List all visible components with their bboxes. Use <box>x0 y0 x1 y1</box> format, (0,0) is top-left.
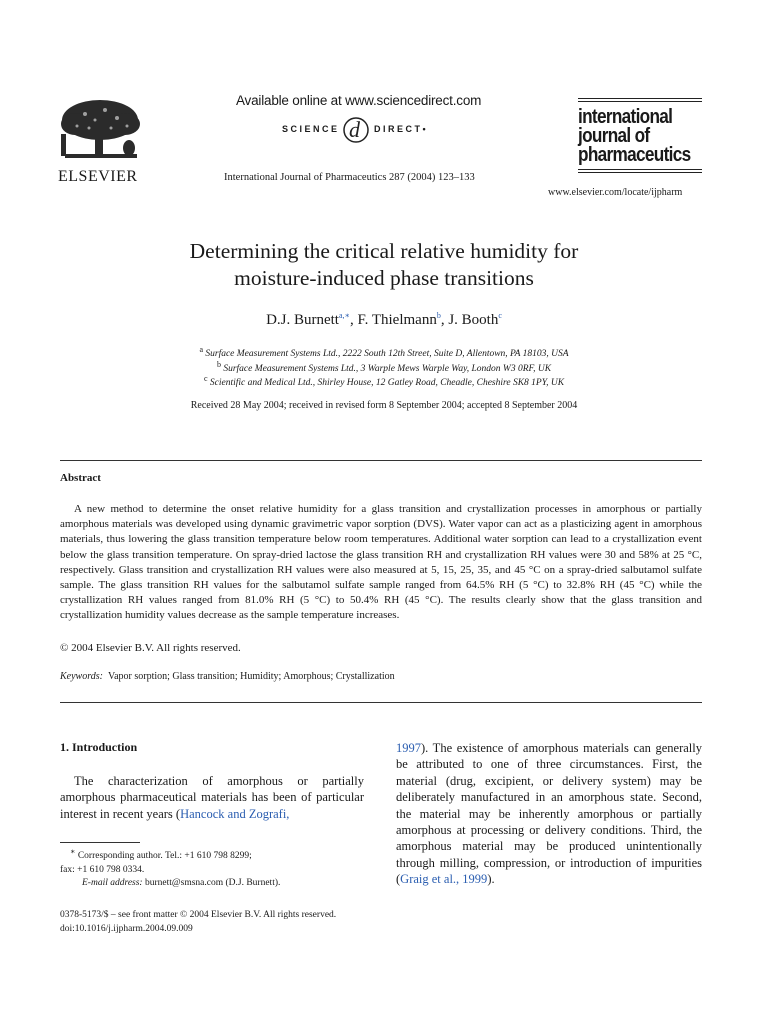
body-text: ). The existence of amorphous materials can generally be attributed to one of three circumstances. First, the material (drug, excipient, or delivery system) may be deliberately manufactured in an amorphous state. Second, the material may be inherently amorphous or partially amorphous at processing or delivery conditions. Third, the amorphous material may be produced unintentionally through milling, compression, or introduction of impurities ( <box>396 741 702 887</box>
issn-line: 0378-5173/$ – see front matter © 2004 Elsevier B.V. All rights reserved. <box>60 910 337 920</box>
corresponding-author-footnote <box>60 846 364 891</box>
affiliation-text: Surface Measurement Systems Ltd., 2222 South 12th Street, Suite D, Allentown, PA 18103, USA <box>205 349 569 359</box>
journal-citation: International Journal of Pharmaceutics 287 (2004) 123–133 <box>224 172 475 183</box>
affiliation-item <box>60 359 708 377</box>
author-list <box>100 312 668 329</box>
journal-title-line: international <box>578 106 673 128</box>
reference-link[interactable]: Hancock and Zografi, <box>180 806 290 821</box>
available-online-text: Available online at www.sciencedirect.com <box>236 93 482 108</box>
footnote-divider <box>60 842 140 843</box>
author-name: F. Thielmann <box>357 312 437 328</box>
svg-text:d: d <box>349 117 360 142</box>
affiliation-item <box>60 373 708 391</box>
affiliations <box>60 344 708 391</box>
author-affiliation-link[interactable]: b <box>436 311 441 320</box>
journal-title <box>578 106 691 166</box>
footnote-mark: ∗ <box>70 846 76 856</box>
affiliation-mark: b <box>216 359 221 369</box>
sciencedirect-at-logo-icon <box>336 112 376 146</box>
abstract-copyright: © 2004 Elsevier B.V. All rights reserved. <box>60 642 241 654</box>
footnote-phone: Corresponding author. Tel.: +1 610 798 8299; <box>77 851 252 861</box>
affiliation-text: Scientific and Medical Ltd., Shirley House, 12 Gatley Road, Cheadle, Cheshire SK8 1PY, UK <box>209 378 565 388</box>
journal-masthead <box>578 98 702 175</box>
reference-link[interactable]: 1997 <box>396 741 421 755</box>
publisher-name: ELSEVIER <box>58 168 138 185</box>
divider <box>60 460 702 461</box>
introduction-right-column <box>396 740 702 888</box>
affiliation-mark: c <box>203 373 208 383</box>
email-address-link[interactable]: burnett@smsna.com (D.J. Burnett). <box>144 878 281 888</box>
sciencedirect-logo-right: DIRECT• <box>374 124 429 134</box>
author-separator: , <box>440 312 449 328</box>
journal-title-line: pharmaceutics <box>578 144 691 166</box>
article-title-line: moisture-induced phase transitions <box>234 266 534 290</box>
author-separator: , <box>349 312 358 328</box>
body-text: The characterization of amorphous or partially amorphous pharmaceutical materials has been of particular interest in recent years ( <box>60 774 364 821</box>
front-matter <box>60 909 336 936</box>
article-title <box>100 238 668 292</box>
introduction-left-column <box>60 773 364 822</box>
affiliation-mark: a <box>199 344 203 354</box>
abstract-text: A new method to determine the onset relative humidity for a glass transition and crystallization processes in amorphous or partially amorphous materials was developed using dynamic gravimetric vapor sorption (DVS). Water vapor can act as a plasticizing agent in amorphous materials, thus lowering the glass transition temperature below room temperatures. Additional water sorption can lead to a crystallization event below the glass transition temperature. On spray-dried lactose the glass transition RH and crystallization RH values were 30 and 58% at 25 °C, respectively. Glass transition and crystallization RH values were also measured at 5, 15, 25, 35, and 45 °C on a spray-dried salbutamol sulfate sample. The glass transition RH values for the salbutamol sulfate sample ranged from 64.5% RH (5 °C) to 32.8% RH (45 °C) while the crystallization RH values ranged from 81.0% RH (5 °C) to 50.4% RH (45 °C). The results clearly show that the glass transition and crystallization humidity values decrease as the sample temperature increases. <box>60 503 702 622</box>
footnote-fax: fax: +1 610 798 0334. <box>60 864 145 875</box>
sciencedirect-logo-left: SCIENCE <box>282 124 340 134</box>
author-affiliation-link[interactable]: a,∗ <box>338 311 350 320</box>
article-title-line: Determining the critical relative humidity for <box>189 239 579 263</box>
elsevier-tree-logo-icon <box>55 96 145 164</box>
author-name: J. Booth <box>448 312 499 328</box>
author-name: D.J. Burnett <box>266 312 339 328</box>
body-text: ). <box>487 872 495 887</box>
keywords <box>60 671 395 682</box>
journal-url-link[interactable]: www.elsevier.com/locate/ijpharm <box>548 187 683 198</box>
abstract-heading: Abstract <box>60 472 101 484</box>
author-affiliation-link[interactable]: c <box>498 311 502 320</box>
email-label: E-mail address: <box>82 878 143 888</box>
reference-link[interactable]: Graig et al., 1999 <box>400 872 488 887</box>
affiliation-text: Surface Measurement Systems Ltd., 3 Warple Mews Warple Way, London W3 0RF, UK <box>223 363 552 374</box>
divider <box>60 702 702 703</box>
section-heading-introduction: 1. Introduction <box>60 740 138 754</box>
keywords-list: Vapor sorption; Glass transition; Humidity; Amorphous; Crystallization <box>107 671 395 682</box>
journal-title-line: journal of <box>578 125 650 147</box>
affiliation-item <box>60 344 708 362</box>
keywords-label: Keywords: <box>60 671 103 682</box>
doi-link[interactable]: doi:10.1016/j.ijpharm.2004.09.009 <box>60 923 193 934</box>
received-dates: Received 28 May 2004; received in revised form 8 September 2004; accepted 8 September 2004 <box>190 400 578 411</box>
